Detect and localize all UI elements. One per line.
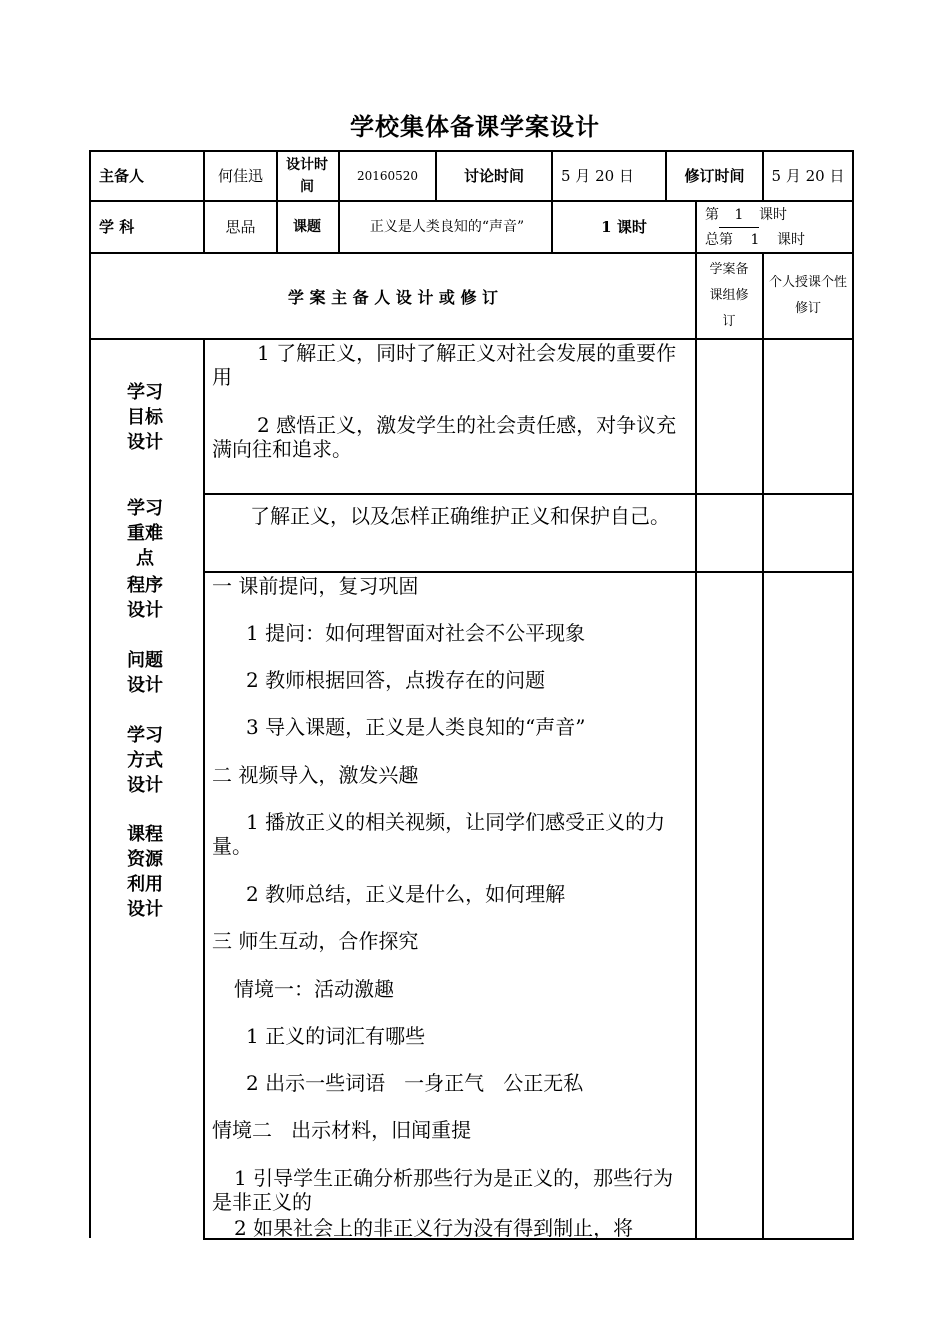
group-revise-label: 学案备课组修订 (709, 262, 749, 329)
revise-time-value: 5 月 20 日 (771, 167, 845, 185)
revise-time-label: 修订时间 (684, 167, 745, 185)
procedure-line: 2 教师总结，正义是什么，如何理解 (246, 882, 566, 906)
procedure-line: 1 正义的词汇有哪些 (246, 1024, 426, 1048)
lead-value: 何佳迅 (217, 167, 263, 185)
rule (852, 150, 854, 1240)
topic-value: 正义是人类良知的“声音” (369, 219, 525, 235)
procedure-line: 2 出示一些词语 一身正气 公正无私 (246, 1071, 584, 1095)
procedure-line: 1 提问：如何理智面对社会不公平现象 (246, 621, 586, 645)
procedure-line: 1 引导学生正确分析那些行为是正义的，那些行为是非正义的 (212, 1166, 674, 1214)
personal-revise-label: 个人授课个性修订 (768, 275, 847, 316)
hours-value: 1 课时 (601, 218, 647, 236)
procedure-section-3: 三 师生互动，合作探究 (212, 929, 419, 953)
rule (203, 338, 205, 1240)
design-time-label: 设计时间 (286, 157, 328, 195)
goal-2: 2 感悟正义，激发学生的社会责任感，对争议充满向往和追求。 (212, 413, 677, 461)
side-label-method: 学习 方式 设计 (127, 725, 163, 796)
main-design-label: 学 案 主 备 人 设 计 或 修 订 (287, 287, 499, 307)
procedure-section-1: 一 课前提问，复习巩固 (212, 574, 419, 598)
lead-label: 主备人 (99, 167, 145, 185)
total-prefix: 总第 (705, 232, 733, 248)
goal-1: 1 了解正义，同时了解正义对社会发展的重要作用 (212, 341, 677, 389)
total-number: 1 (733, 228, 777, 253)
subject-value: 思品 (225, 218, 256, 236)
rule (695, 200, 697, 1240)
side-label-key-points: 学习 重难 点 (127, 498, 163, 569)
total-suffix: 课时 (777, 232, 805, 248)
procedure-line: 情境二 出示材料，旧闻重提 (212, 1118, 472, 1142)
lesson-prefix: 第 (705, 207, 719, 223)
discuss-time-value: 5 月 20 日 (561, 167, 634, 185)
procedure-line: 情境一：活动激趣 (234, 977, 394, 1001)
procedure-line: 2 教师根据回答，点拨存在的问题 (246, 668, 546, 692)
lesson-count (705, 203, 852, 253)
side-label-problem: 问题 设计 (127, 650, 163, 696)
lesson-number: 1 (719, 203, 759, 228)
discuss-time-label: 讨论时间 (463, 167, 524, 185)
procedure-line: 1 播放正义的相关视频，让同学们感受正义的力量。 (212, 810, 666, 858)
procedure-line: 2 如果社会上的非正义行为没有得到制止，将 (234, 1216, 634, 1240)
side-label-goals: 学习 目标 设计 (127, 382, 163, 453)
key-points-text: 了解正义，以及怎样正确维护正义和保护自己。 (250, 504, 670, 528)
topic-label: 课题 (293, 219, 321, 235)
subject-label: 学 科 (99, 218, 135, 236)
rule (276, 150, 278, 252)
procedure-line: 3 导入课题，正义是人类良知的“声音” (246, 715, 586, 739)
page-title: 学校集体备课学案设计 (350, 112, 600, 141)
rule (762, 252, 764, 1240)
procedure-section-2: 二 视频导入，激发兴趣 (212, 763, 419, 787)
design-time-value: 20160520 (356, 169, 419, 183)
side-label-resources: 课程 资源 利用 设计 (127, 824, 163, 920)
lesson-suffix: 课时 (759, 207, 787, 223)
side-label-procedure: 程序 设计 (127, 575, 163, 621)
rule (203, 493, 854, 495)
rule (203, 571, 854, 573)
